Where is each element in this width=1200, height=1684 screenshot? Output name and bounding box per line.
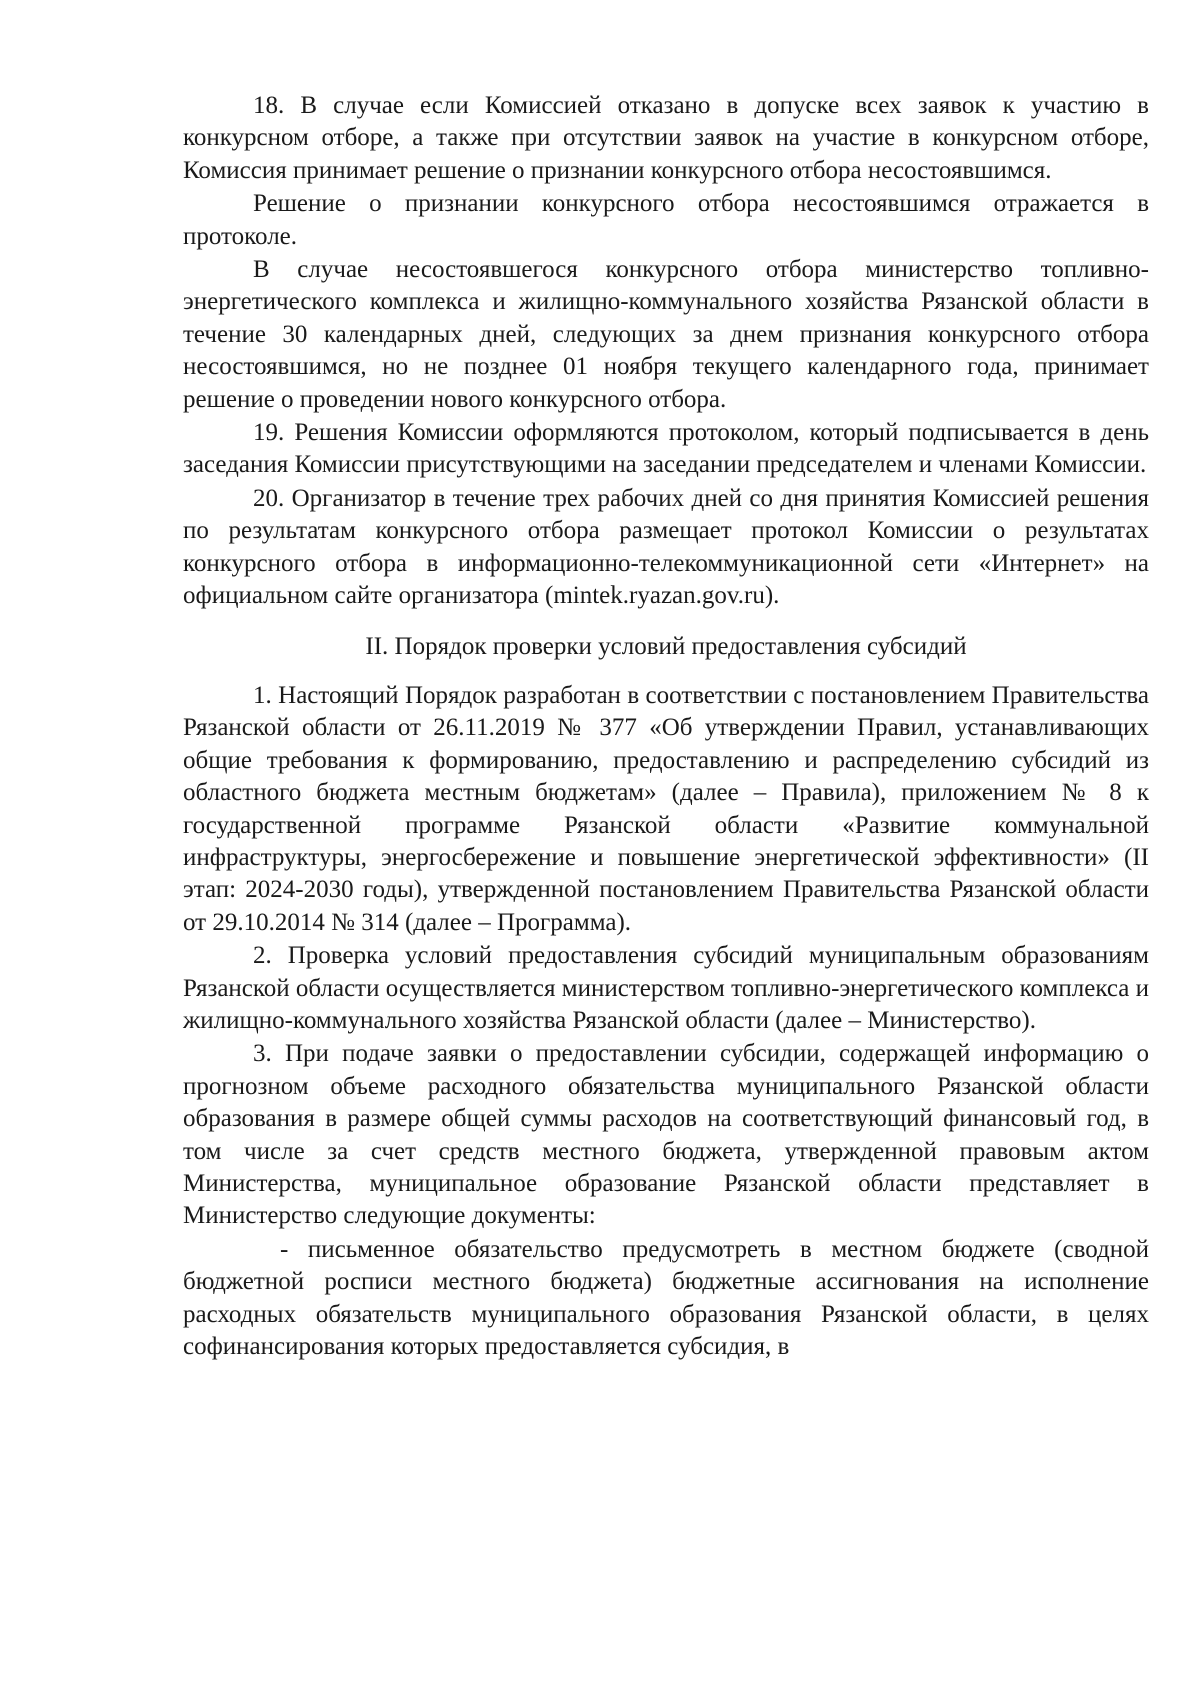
paragraph-20: 20. Организатор в течение трех рабочих дней со дня принятия Комиссией решения по результатам конкурсного отбора размещает протокол Комиссии о результатах конкурсного отбора в информационно-телекоммуникационной сети «Интернет» на официальном сайте организатора (mintek.ryazan.gov.ru). [183,484,1149,610]
paragraph-19: 19. Решения Комиссии оформляются протоколом, который подписывается в день заседания Комиссии присутствующими на заседании председателем и членами Комиссии. [183,419,1149,479]
section-verification-conditions [183,680,1149,1364]
paragraph-3: 3. При подаче заявки о предоставлении субсидии, содержащей информацию о прогнозном объеме расходного обязательства муниципального Рязанской области образования в размере общей суммы расходов на соответствующий финансовый год, в том числе за счет средств местного бюджета, утвержденной правовым актом Министерства, муниципальное образование Рязанской области представляет в Министерство следующие документы: [183,1040,1149,1230]
paragraph-3-bullet-1: - письменное обязательство предусмотреть в местном бюджете (сводной бюджетной росписи местного бюджета) бюджетные ассигнования на исполнение расходных обязательств муниципального образования Рязанской области, в целях софинансирования которых предоставляется субсидия, в [183,1235,1149,1361]
paragraph-18: 18. В случае если Комиссией отказано в допуске всех заявок к участию в конкурсном отборе, а также при отсутствии заявок на участие в конкурсном отборе, Комиссия принимает решение о признании конкурсного отбора несостоявшимся. [183,92,1149,184]
section-2-heading: II. Порядок проверки условий предоставления субсидий [365,632,967,660]
paragraph-18-protocol: Решение о признании конкурсного отбора несостоявшимся отражается в протоколе. [183,190,1149,250]
paragraph-18-new-selection: В случае несостоявшегося конкурсного отбора министерство топливно-энергетического комплекса и жилищно-коммунального хозяйства Рязанской области в течение 30 календарных дней, следующих за днем признания конкурсного отбора несостоявшимся, но не позднее 01 ноября текущего календарного года, принимает решение о проведении нового конкурсного отбора. [183,256,1149,413]
section-commission-decisions [183,90,1149,613]
paragraph-1: 1. Настоящий Порядок разработан в соответствии с постановлением Правительства Рязанской области от 26.11.2019 № 377 «Об утверждении Правил, устанавливающих общие требования к формированию, предоставлению и распределению субсидий из областного бюджета местным бюджетам» (далее – Правила), приложением № 8 к государственной программе Рязанской области «Развитие коммунальной инфраструктуры, энергосбережение и повышение энергетической эффективности» (II этап: 2024-2030 годы), утвержденной постановлением Правительства Рязанской области от 29.10.2014 № 314 (далее – Программа). [183,681,1149,936]
paragraph-2: 2. Проверка условий предоставления субсидий муниципальным образованиям Рязанской области осуществляется министерством топливно-энергетического комплекса и жилищно-коммунального хозяйства Рязанской области (далее – Министерство). [183,942,1149,1034]
